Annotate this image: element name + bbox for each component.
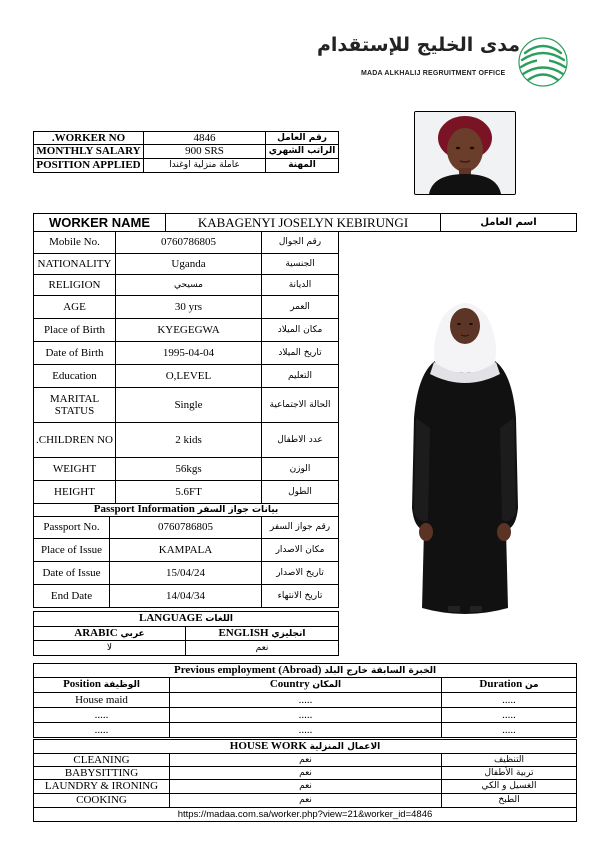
place-of-birth-label-ar: مكان الميلاد xyxy=(262,319,339,342)
babysitting-value: نعم xyxy=(170,767,442,780)
table-row xyxy=(34,767,577,780)
passport-header xyxy=(34,504,339,517)
monthly-salary-value: 900 SRS xyxy=(144,145,266,159)
language-header xyxy=(34,612,339,627)
language-header-ar: اللغات xyxy=(205,614,233,624)
children-no-label: .CHILDREN NO xyxy=(34,423,116,458)
date-of-birth-label-ar: تاريخ الميلاد xyxy=(262,342,339,365)
age-label: AGE xyxy=(34,296,116,319)
cooking-value: نعم xyxy=(170,794,442,808)
education-value: O,LEVEL xyxy=(116,365,262,388)
marital-status-label: MARITAL STATUS xyxy=(34,388,116,423)
cooking-label: COOKING xyxy=(34,794,170,808)
babysitting-label: BABYSITTING xyxy=(34,767,170,780)
employment-country: ..... xyxy=(170,693,442,708)
marital-status-label-ar: الحالة الاجتماعية xyxy=(262,388,339,423)
weight-label: WEIGHT xyxy=(34,458,116,481)
table-row xyxy=(34,693,577,708)
mobile-value: 0760786805 xyxy=(116,232,262,254)
date-of-issue-value: 15/04/24 xyxy=(110,562,262,585)
employment-country: ..... xyxy=(170,708,442,723)
arabic-language-value: لا xyxy=(34,641,186,656)
age-value: 30 yrs xyxy=(116,296,262,319)
worker-no-value: 4846 xyxy=(144,132,266,145)
worker-name-label: WORKER NAME xyxy=(34,214,166,232)
employment-header-ar: الخبرة السابقة خارج البلد xyxy=(324,665,437,676)
nationality-value: Uganda xyxy=(116,254,262,275)
language-table xyxy=(33,611,339,656)
position-applied-label-ar: المهنة xyxy=(266,159,339,173)
laundry-value: نعم xyxy=(170,780,442,794)
position-applied-label: POSITION APPLIED xyxy=(34,159,144,173)
worker-no-label: .WORKER NO xyxy=(34,132,144,145)
arabic-label-ar: عربي xyxy=(120,628,145,639)
passport-header-ar: بيانات جواز السفر xyxy=(197,505,279,515)
worker-no-label-ar: رقم العامل xyxy=(266,132,339,145)
col-country-en: Country xyxy=(269,678,310,690)
cleaning-label: CLEANING xyxy=(34,754,170,767)
worker-name-label-ar: اسم العامل xyxy=(441,214,577,232)
cooking-label-ar: الطبخ xyxy=(442,794,577,808)
position-applied-value: عاملة منزلية اوغندا xyxy=(144,159,266,173)
marital-status-value: Single xyxy=(116,388,262,423)
passport-no-value: 0760786805 xyxy=(110,517,262,539)
col-duration-header xyxy=(442,678,577,693)
date-of-birth-label: Date of Birth xyxy=(34,342,116,365)
weight-label-ar: الوزن xyxy=(262,458,339,481)
english-label-en: ENGLISH xyxy=(218,626,269,639)
employment-position: House maid xyxy=(34,693,170,708)
employment-duration: ..... xyxy=(442,723,577,738)
language-arabic-label xyxy=(34,627,186,641)
date-of-issue-label: Date of Issue xyxy=(34,562,110,585)
worker-name-table xyxy=(33,213,577,232)
table-row xyxy=(34,754,577,767)
passport-table xyxy=(33,503,339,608)
weight-value: 56kgs xyxy=(116,458,262,481)
place-of-issue-value: KAMPALA xyxy=(110,539,262,562)
employment-header xyxy=(34,664,577,678)
employment-table xyxy=(33,663,577,738)
end-date-label: End Date xyxy=(34,585,110,608)
mobile-label: Mobile No. xyxy=(34,232,116,254)
place-of-birth-label: Place of Birth xyxy=(34,319,116,342)
height-value: 5.6FT xyxy=(116,481,262,504)
col-country-ar: المكان xyxy=(312,680,342,690)
col-position-ar: الوظيفة xyxy=(103,680,140,690)
language-english-label xyxy=(186,627,339,641)
table-row xyxy=(34,794,577,808)
end-date-value: 14/04/34 xyxy=(110,585,262,608)
passport-no-label-ar: رقم جواز السفر xyxy=(262,517,339,539)
worker-full-body-photo xyxy=(400,288,530,618)
col-duration-en: Duration xyxy=(479,678,523,690)
logo-globe-icon xyxy=(515,33,571,89)
english-label-ar: انجليزي xyxy=(271,628,306,639)
language-header-en: LANGUAGE xyxy=(139,612,203,624)
age-label-ar: العمر xyxy=(262,296,339,319)
table-row xyxy=(34,708,577,723)
nationality-label: NATIONALITY xyxy=(34,254,116,275)
passport-no-label: Passport No. xyxy=(34,517,110,539)
mobile-label-ar: رقم الجوال xyxy=(262,232,339,254)
housework-table xyxy=(33,739,577,822)
religion-label-ar: الديانة xyxy=(262,275,339,296)
religion-value: مسيحي xyxy=(116,275,262,296)
col-duration-ar: من xyxy=(524,680,539,690)
employment-duration: ..... xyxy=(442,693,577,708)
children-no-value: 2 kids xyxy=(116,423,262,458)
education-label: Education xyxy=(34,365,116,388)
details-table xyxy=(33,231,339,504)
worker-name-value: KABAGENYI JOSELYN KEBIRUNGI xyxy=(166,214,441,232)
housework-header-en: HOUSE WORK xyxy=(229,739,307,752)
summary-table xyxy=(33,131,339,173)
religion-label: RELIGION xyxy=(34,275,116,296)
place-of-birth-value: KYEGEGWA xyxy=(116,319,262,342)
employment-header-en: Previous employment (Abroad) xyxy=(174,663,322,676)
place-of-issue-label-ar: مكان الاصدار xyxy=(262,539,339,562)
employment-position: ..... xyxy=(34,723,170,738)
date-of-birth-value: 1995-04-04 xyxy=(116,342,262,365)
passport-header-en: Passport Information xyxy=(93,503,195,515)
children-no-label-ar: عدد الاطفال xyxy=(262,423,339,458)
cleaning-value: نعم xyxy=(170,754,442,767)
housework-header-ar: الاعمال المنزلية xyxy=(309,741,381,752)
employment-country: ..... xyxy=(170,723,442,738)
end-date-label-ar: تاريخ الانتهاء xyxy=(262,585,339,608)
height-label: HEIGHT xyxy=(34,481,116,504)
monthly-salary-label-ar: الراتب الشهري xyxy=(266,145,339,159)
footer-url-link[interactable]: https://madaa.com.sa/worker.php?view=21&worker_id=4846 xyxy=(34,808,577,822)
col-position-en: Position xyxy=(63,678,101,690)
worker-headshot-photo xyxy=(414,111,516,195)
table-row xyxy=(34,780,577,794)
col-position-header xyxy=(34,678,170,693)
babysitting-label-ar: تربية الأطفال xyxy=(442,767,577,780)
monthly-salary-label: MONTHLY SALARY xyxy=(34,145,144,159)
laundry-label-ar: الغسيل و الكي xyxy=(442,780,577,794)
height-label-ar: الطول xyxy=(262,481,339,504)
date-of-issue-label-ar: تاريخ الاصدار xyxy=(262,562,339,585)
logo-english-text: MADA ALKHALIJ REGRUITMENT OFFICE xyxy=(361,70,506,77)
nationality-label-ar: الجنسية xyxy=(262,254,339,275)
cleaning-label-ar: التنظيف xyxy=(442,754,577,767)
employment-position: ..... xyxy=(34,708,170,723)
housework-header xyxy=(34,740,577,754)
place-of-issue-label: Place of Issue xyxy=(34,539,110,562)
table-row xyxy=(34,723,577,738)
employment-duration: ..... xyxy=(442,708,577,723)
laundry-label: LAUNDRY & IRONING xyxy=(34,780,170,794)
arabic-label-en: ARABIC xyxy=(74,626,118,639)
logo-arabic-text: مدى الخليج للإستقدام xyxy=(316,34,520,56)
english-language-value: نعم xyxy=(186,641,339,656)
col-country-header xyxy=(170,678,442,693)
education-label-ar: التعليم xyxy=(262,365,339,388)
